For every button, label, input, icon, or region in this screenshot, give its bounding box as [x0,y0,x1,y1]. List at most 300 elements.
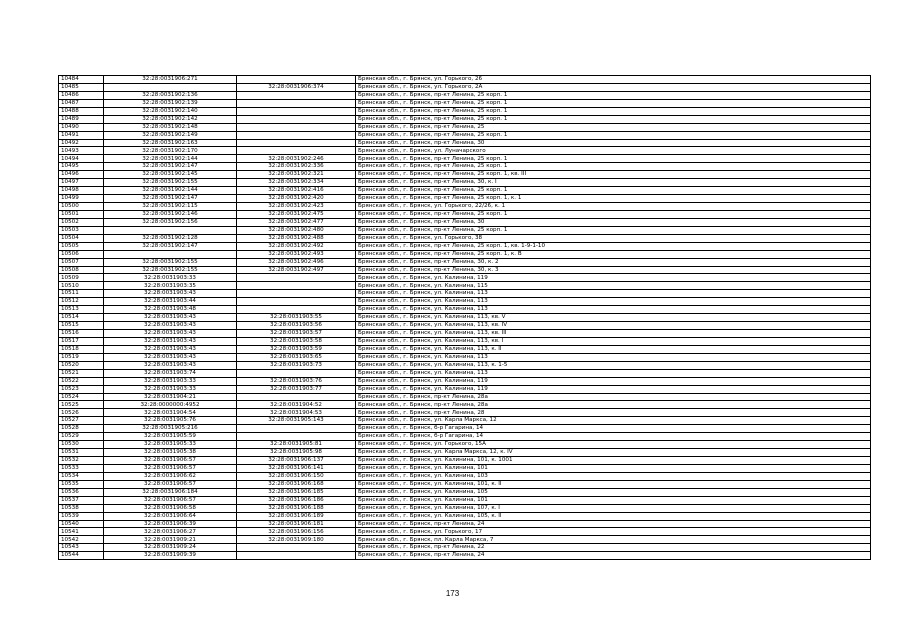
parcel-cadastral-number-cell: 32:28:0031902:155 [104,179,237,187]
parcel-cadastral-number-cell: 32:28:0031905:76 [104,417,237,425]
address-cell: Брянская обл., г. Брянск, ул. Калинина, 101, к. 1001 [356,457,871,465]
building-cadastral-number-cell: 32:28:0031903:55 [237,314,356,322]
row-number-cell: 10503 [59,226,104,234]
parcel-cadastral-number-cell [104,226,237,234]
row-number-cell: 10494 [59,155,104,163]
parcel-cadastral-number-cell: 32:28:0031902:147 [104,242,237,250]
row-number-cell: 10533 [59,464,104,472]
row-number-cell: 10534 [59,472,104,480]
parcel-cadastral-number-cell: 32:28:0031902:155 [104,266,237,274]
building-cadastral-number-cell: 32:28:0031903:65 [237,353,356,361]
address-cell: Брянская обл., г. Брянск, пр-кт Ленина, 28 [356,409,871,417]
parcel-cadastral-number-cell: 32:28:0031903:44 [104,298,237,306]
parcel-cadastral-number-cell: 32:28:0031903:43 [104,290,237,298]
building-cadastral-number-cell [237,282,356,290]
row-number-cell: 10506 [59,250,104,258]
building-cadastral-number-cell [237,544,356,552]
parcel-cadastral-number-cell: 32:28:0031903:43 [104,337,237,345]
parcel-cadastral-number-cell: 32:28:0031902:148 [104,123,237,131]
building-cadastral-number-cell [237,91,356,99]
address-cell: Брянская обл., г. Брянск, ул. Карла Маркса, 12 [356,417,871,425]
row-number-cell: 10525 [59,401,104,409]
parcel-cadastral-number-cell: 32:28:0031909:39 [104,552,237,560]
building-cadastral-number-cell: 32:28:0031906:374 [237,83,356,91]
building-cadastral-number-cell [237,274,356,282]
table-row [59,203,871,211]
building-cadastral-number-cell: 32:28:0031902:477 [237,218,356,226]
building-cadastral-number-cell: 32:28:0031902:497 [237,266,356,274]
table-row [59,282,871,290]
building-cadastral-number-cell [237,76,356,84]
register-table-body [59,76,871,560]
parcel-cadastral-number-cell: 32:28:0031902:136 [104,91,237,99]
row-number-cell: 10543 [59,544,104,552]
parcel-cadastral-number-cell: 32:28:0031902:147 [104,195,237,203]
table-row [59,314,871,322]
row-number-cell: 10540 [59,520,104,528]
building-cadastral-number-cell: 32:28:0031902:321 [237,171,356,179]
parcel-cadastral-number-cell: 32:28:0031909:21 [104,536,237,544]
parcel-cadastral-number-cell: 32:28:0031903:43 [104,345,237,353]
table-row [59,457,871,465]
address-cell: Брянская обл., г. Брянск, ул. Карла Маркса, 12, к. IV [356,449,871,457]
table-row [59,274,871,282]
table-row [59,131,871,139]
row-number-cell: 10497 [59,179,104,187]
parcel-cadastral-number-cell: 32:28:0031903:43 [104,361,237,369]
address-cell: Брянская обл., г. Брянск, ул. Калинина, 119 [356,274,871,282]
row-number-cell: 10493 [59,147,104,155]
table-row [59,163,871,171]
table-row [59,472,871,480]
building-cadastral-number-cell: 32:28:0031902:492 [237,242,356,250]
table-row [59,91,871,99]
table-row [59,496,871,504]
row-number-cell: 10520 [59,361,104,369]
address-cell: Брянская обл., г. Брянск, пр-кт Ленина, 25 корп. 1 [356,107,871,115]
address-cell: Брянская обл., г. Брянск, ул. Калинина, 113, кв. III [356,330,871,338]
table-row [59,187,871,195]
parcel-cadastral-number-cell: 32:28:0031902:147 [104,163,237,171]
row-number-cell: 10486 [59,91,104,99]
table-row [59,345,871,353]
row-number-cell: 10532 [59,457,104,465]
table-row [59,433,871,441]
row-number-cell: 10510 [59,282,104,290]
address-cell: Брянская обл., г. Брянск, пр-кт Ленина, 24 [356,520,871,528]
table-row [59,330,871,338]
building-cadastral-number-cell: 32:28:0031903:56 [237,322,356,330]
building-cadastral-number-cell: 32:28:0031902:480 [237,226,356,234]
building-cadastral-number-cell: 32:28:0031902:423 [237,203,356,211]
address-cell: Брянская обл., г. Брянск, пр-кт Ленина, 30 [356,139,871,147]
parcel-cadastral-number-cell: 32:28:0031904:54 [104,409,237,417]
row-number-cell: 10524 [59,393,104,401]
building-cadastral-number-cell [237,298,356,306]
table-row [59,83,871,91]
row-number-cell: 10542 [59,536,104,544]
parcel-cadastral-number-cell: 32:28:0031903:48 [104,306,237,314]
building-cadastral-number-cell: 32:28:0031906:185 [237,488,356,496]
address-cell: Брянская обл., г. Брянск, пр-кт Ленина, 25 [356,123,871,131]
table-row [59,123,871,131]
row-number-cell: 10495 [59,163,104,171]
table-row [59,322,871,330]
building-cadastral-number-cell: 32:28:0031906:168 [237,480,356,488]
building-cadastral-number-cell: 32:28:0031906:181 [237,520,356,528]
table-row [59,179,871,187]
row-number-cell: 10507 [59,258,104,266]
parcel-cadastral-number-cell: 32:28:0031906:27 [104,528,237,536]
address-cell: Брянская обл., г. Брянск, ул. Калинина, 103 [356,472,871,480]
address-cell: Брянская обл., г. Брянск, ул. Калинина, 113, кв. IV [356,322,871,330]
address-cell: Брянская обл., г. Брянск, пр-кт Ленина, 22 [356,544,871,552]
parcel-cadastral-number-cell: 32:28:0000000:4952 [104,401,237,409]
row-number-cell: 10512 [59,298,104,306]
row-number-cell: 10491 [59,131,104,139]
parcel-cadastral-number-cell: 32:28:0031902:128 [104,234,237,242]
building-cadastral-number-cell [237,393,356,401]
building-cadastral-number-cell: 32:28:0031902:336 [237,163,356,171]
building-cadastral-number-cell: 32:28:0031902:334 [237,179,356,187]
address-cell: Брянская обл., г. Брянск, ул. Калинина, 115 [356,282,871,290]
building-cadastral-number-cell: 32:28:0031903:73 [237,361,356,369]
table-row [59,147,871,155]
table-row [59,393,871,401]
parcel-cadastral-number-cell: 32:28:0031906:39 [104,520,237,528]
building-cadastral-number-cell [237,123,356,131]
table-row [59,488,871,496]
row-number-cell: 10528 [59,425,104,433]
address-cell: Брянская обл., г. Брянск, б-р Гагарина, 14 [356,433,871,441]
building-cadastral-number-cell: 32:28:0031906:189 [237,512,356,520]
address-cell: Брянская обл., г. Брянск, ул. Горького, 26 [356,76,871,84]
address-cell: Брянская обл., г. Брянск, ул. Калинина, 113 [356,290,871,298]
row-number-cell: 10538 [59,504,104,512]
parcel-cadastral-number-cell: 32:28:0031902:140 [104,107,237,115]
parcel-cadastral-number-cell: 32:28:0031906:58 [104,504,237,512]
parcel-cadastral-number-cell: 32:28:0031909:24 [104,544,237,552]
address-cell: Брянская обл., г. Брянск, пр-кт Ленина, 25 корп. 1, кв. III [356,171,871,179]
address-cell: Брянская обл., г. Брянск, пр-кт Ленина, 30 [356,218,871,226]
table-row [59,99,871,107]
address-cell: Брянская обл., г. Брянск, пр-кт Ленина, 30, к. 2 [356,258,871,266]
parcel-cadastral-number-cell: 32:28:0031906:57 [104,496,237,504]
building-cadastral-number-cell: 32:28:0031902:488 [237,234,356,242]
parcel-cadastral-number-cell: 32:28:0031903:43 [104,314,237,322]
address-cell: Брянская обл., г. Брянск, ул. Горького, 17 [356,528,871,536]
row-number-cell: 10522 [59,377,104,385]
address-cell: Брянская обл., г. Брянск, пл. Карла Маркса, 7 [356,536,871,544]
address-cell: Брянская обл., г. Брянск, ул. Горького, 38 [356,234,871,242]
parcel-cadastral-number-cell: 32:28:0031902:115 [104,203,237,211]
table-row [59,409,871,417]
table-row [59,234,871,242]
row-number-cell: 10523 [59,385,104,393]
address-cell: Брянская обл., г. Брянск, ул. Калинина, 101 [356,496,871,504]
table-row [59,139,871,147]
address-cell: Брянская обл., г. Брянск, ул. Калинина, 119 [356,377,871,385]
row-number-cell: 10537 [59,496,104,504]
table-row [59,464,871,472]
building-cadastral-number-cell [237,131,356,139]
parcel-cadastral-number-cell: 32:28:0031906:57 [104,464,237,472]
parcel-cadastral-number-cell: 32:28:0031902:163 [104,139,237,147]
building-cadastral-number-cell: 32:28:0031905:143 [237,417,356,425]
parcel-cadastral-number-cell: 32:28:0031902:144 [104,187,237,195]
building-cadastral-number-cell: 32:28:0031909:180 [237,536,356,544]
building-cadastral-number-cell: 32:28:0031902:496 [237,258,356,266]
row-number-cell: 10517 [59,337,104,345]
address-cell: Брянская обл., г. Брянск, пр-кт Ленина, 25 корп. 1 [356,210,871,218]
address-cell: Брянская обл., г. Брянск, пр-кт Ленина, 25 корп. 1 [356,115,871,123]
parcel-cadastral-number-cell: 32:28:0031902:149 [104,131,237,139]
address-cell: Брянская обл., г. Брянск, пр-кт Ленина, 24 [356,552,871,560]
row-number-cell: 10541 [59,528,104,536]
table-row [59,306,871,314]
address-cell: Брянская обл., г. Брянск, пр-кт Ленина, 25 корп. 1 [356,155,871,163]
row-number-cell: 10526 [59,409,104,417]
table-row [59,417,871,425]
row-number-cell: 10505 [59,242,104,250]
table-row [59,155,871,163]
address-cell: Брянская обл., г. Брянск, ул. Калинина, 101 [356,464,871,472]
building-cadastral-number-cell: 32:28:0031903:59 [237,345,356,353]
parcel-cadastral-number-cell [104,250,237,258]
building-cadastral-number-cell: 32:28:0031906:137 [237,457,356,465]
building-cadastral-number-cell: 32:28:0031906:150 [237,472,356,480]
table-row [59,218,871,226]
row-number-cell: 10539 [59,512,104,520]
table-row [59,250,871,258]
table-row [59,107,871,115]
address-cell: Брянская обл., г. Брянск, ул. Горького, 22/26, к. 1 [356,203,871,211]
address-cell: Брянская обл., г. Брянск, б-р Гагарина, 14 [356,425,871,433]
table-row [59,528,871,536]
address-cell: Брянская обл., г. Брянск, пр-кт Ленина, 25 корп. 1, кв. 1-9-1-10 [356,242,871,250]
building-cadastral-number-cell [237,552,356,560]
table-row [59,425,871,433]
building-cadastral-number-cell: 32:28:0031902:475 [237,210,356,218]
address-cell: Брянская обл., г. Брянск, пр-кт Ленина, 28а [356,393,871,401]
building-cadastral-number-cell [237,99,356,107]
address-cell: Брянская обл., г. Брянск, пр-кт Ленина, 25 корп. 1 [356,187,871,195]
row-number-cell: 10535 [59,480,104,488]
row-number-cell: 10501 [59,210,104,218]
table-row [59,337,871,345]
address-cell: Брянская обл., г. Брянск, ул. Калинина, 113, к. 1-5 [356,361,871,369]
row-number-cell: 10492 [59,139,104,147]
row-number-cell: 10519 [59,353,104,361]
building-cadastral-number-cell: 32:28:0031903:58 [237,337,356,345]
parcel-cadastral-number-cell: 32:28:0031902:146 [104,210,237,218]
address-cell: Брянская обл., г. Брянск, ул. Калинина, 105, к. II [356,512,871,520]
building-cadastral-number-cell [237,306,356,314]
building-cadastral-number-cell: 32:28:0031902:246 [237,155,356,163]
parcel-cadastral-number-cell: 32:28:0031906:271 [104,76,237,84]
row-number-cell: 10536 [59,488,104,496]
building-cadastral-number-cell [237,115,356,123]
address-cell: Брянская обл., г. Брянск, пр-кт Ленина, 25 корп. 1 [356,163,871,171]
building-cadastral-number-cell: 32:28:0031906:188 [237,504,356,512]
parcel-cadastral-number-cell: 32:28:0031904:21 [104,393,237,401]
parcel-cadastral-number-cell: 32:28:0031905:216 [104,425,237,433]
row-number-cell: 10511 [59,290,104,298]
row-number-cell: 10530 [59,441,104,449]
address-cell: Брянская обл., г. Брянск, пр-кт Ленина, 25 корп. 1, к. В [356,250,871,258]
table-row [59,401,871,409]
parcel-cadastral-number-cell: 32:28:0031905:33 [104,441,237,449]
address-cell: Брянская обл., г. Брянск, ул. Калинина, 113 [356,369,871,377]
row-number-cell: 10518 [59,345,104,353]
table-row [59,266,871,274]
table-row [59,226,871,234]
address-cell: Брянская обл., г. Брянск, ул. Горького, 15А [356,441,871,449]
building-cadastral-number-cell: 32:28:0031905:98 [237,449,356,457]
table-row [59,552,871,560]
address-cell: Брянская обл., г. Брянск, пр-кт Ленина, 25 корп. 1 [356,99,871,107]
parcel-cadastral-number-cell: 32:28:0031903:43 [104,322,237,330]
parcel-cadastral-number-cell: 32:28:0031902:142 [104,115,237,123]
table-row [59,504,871,512]
row-number-cell: 10508 [59,266,104,274]
building-cadastral-number-cell [237,290,356,298]
parcel-cadastral-number-cell: 32:28:0031902:144 [104,155,237,163]
building-cadastral-number-cell: 32:28:0031903:76 [237,377,356,385]
parcel-cadastral-number-cell: 32:28:0031902:170 [104,147,237,155]
building-cadastral-number-cell: 32:28:0031902:420 [237,195,356,203]
row-number-cell: 10498 [59,187,104,195]
table-row [59,258,871,266]
building-cadastral-number-cell: 32:28:0031906:156 [237,528,356,536]
building-cadastral-number-cell: 32:28:0031905:81 [237,441,356,449]
address-cell: Брянская обл., г. Брянск, пр-кт Ленина, 25 корп. 1 [356,131,871,139]
parcel-cadastral-number-cell: 32:28:0031906:57 [104,457,237,465]
building-cadastral-number-cell: 32:28:0031903:77 [237,385,356,393]
parcel-cadastral-number-cell: 32:28:0031906:62 [104,472,237,480]
table-row [59,298,871,306]
building-cadastral-number-cell: 32:28:0031902:416 [237,187,356,195]
address-cell: Брянская обл., г. Брянск, ул. Калинина, 113 [356,353,871,361]
table-row [59,242,871,250]
building-cadastral-number-cell [237,433,356,441]
table-row [59,377,871,385]
row-number-cell: 10504 [59,234,104,242]
table-row [59,76,871,84]
row-number-cell: 10509 [59,274,104,282]
row-number-cell: 10488 [59,107,104,115]
building-cadastral-number-cell [237,139,356,147]
building-cadastral-number-cell [237,107,356,115]
address-cell: Брянская обл., г. Брянск, пр-кт Ленина, 28а [356,401,871,409]
row-number-cell: 10496 [59,171,104,179]
address-cell: Брянская обл., г. Брянск, ул. Калинина, 119 [356,385,871,393]
parcel-cadastral-number-cell: 32:28:0031903:33 [104,274,237,282]
address-cell: Брянская обл., г. Брянск, пр-кт Ленина, 30, к. I [356,179,871,187]
row-number-cell: 10544 [59,552,104,560]
parcel-cadastral-number-cell: 32:28:0031906:57 [104,480,237,488]
building-cadastral-number-cell [237,147,356,155]
table-row [59,544,871,552]
address-cell: Брянская обл., г. Брянск, ул. Луначарского [356,147,871,155]
address-cell: Брянская обл., г. Брянск, ул. Горького, 2А [356,83,871,91]
row-number-cell: 10529 [59,433,104,441]
parcel-cadastral-number-cell: 32:28:0031905:38 [104,449,237,457]
address-cell: Брянская обл., г. Брянск, ул. Калинина, 113, кв. V [356,314,871,322]
building-cadastral-number-cell: 32:28:0031902:493 [237,250,356,258]
table-row [59,210,871,218]
building-cadastral-number-cell: 32:28:0031904:52 [237,401,356,409]
address-cell: Брянская обл., г. Брянск, пр-кт Ленина, 25 корп. 1 [356,226,871,234]
building-cadastral-number-cell: 32:28:0031906:186 [237,496,356,504]
row-number-cell: 10499 [59,195,104,203]
table-row [59,512,871,520]
address-cell: Брянская обл., г. Брянск, ул. Калинина, 113 [356,306,871,314]
row-number-cell: 10527 [59,417,104,425]
page-number: 173 [445,589,460,598]
table-row [59,369,871,377]
building-cadastral-number-cell: 32:28:0031904:53 [237,409,356,417]
table-row [59,115,871,123]
table-row [59,536,871,544]
row-number-cell: 10487 [59,99,104,107]
building-cadastral-number-cell: 32:28:0031906:141 [237,464,356,472]
table-row [59,441,871,449]
table-row [59,480,871,488]
address-cell: Брянская обл., г. Брянск, ул. Калинина, 113, к. II [356,345,871,353]
parcel-cadastral-number-cell: 32:28:0031902:145 [104,171,237,179]
parcel-cadastral-number-cell: 32:28:0031903:74 [104,369,237,377]
row-number-cell: 10490 [59,123,104,131]
parcel-cadastral-number-cell: 32:28:0031903:43 [104,353,237,361]
row-number-cell: 10484 [59,76,104,84]
row-number-cell: 10502 [59,218,104,226]
row-number-cell: 10514 [59,314,104,322]
property-register-table [58,75,871,560]
address-cell: Брянская обл., г. Брянск, пр-кт Ленина, 25 корп. 1 [356,91,871,99]
row-number-cell: 10521 [59,369,104,377]
parcel-cadastral-number-cell: 32:28:0031905:59 [104,433,237,441]
parcel-cadastral-number-cell [104,83,237,91]
parcel-cadastral-number-cell: 32:28:0031902:139 [104,99,237,107]
parcel-cadastral-number-cell: 32:28:0031903:43 [104,330,237,338]
address-cell: Брянская обл., г. Брянск, ул. Калинина, 107, к. I [356,504,871,512]
building-cadastral-number-cell: 32:28:0031903:57 [237,330,356,338]
parcel-cadastral-number-cell: 32:28:0031906:64 [104,512,237,520]
address-cell: Брянская обл., г. Брянск, ул. Калинина, 105 [356,488,871,496]
row-number-cell: 10500 [59,203,104,211]
row-number-cell: 10516 [59,330,104,338]
table-row [59,361,871,369]
row-number-cell: 10513 [59,306,104,314]
parcel-cadastral-number-cell: 32:28:0031902:155 [104,258,237,266]
table-row [59,449,871,457]
address-cell: Брянская обл., г. Брянск, ул. Калинина, 101, к. II [356,480,871,488]
parcel-cadastral-number-cell: 32:28:0031906:184 [104,488,237,496]
address-cell: Брянская обл., г. Брянск, ул. Калинина, 113 [356,298,871,306]
table-row [59,195,871,203]
row-number-cell: 10489 [59,115,104,123]
table-row [59,385,871,393]
table-row [59,353,871,361]
parcel-cadastral-number-cell: 32:28:0031903:35 [104,282,237,290]
table-row [59,520,871,528]
row-number-cell: 10515 [59,322,104,330]
building-cadastral-number-cell [237,369,356,377]
table-row [59,290,871,298]
parcel-cadastral-number-cell: 32:28:0031903:33 [104,377,237,385]
parcel-cadastral-number-cell: 32:28:0031903:33 [104,385,237,393]
